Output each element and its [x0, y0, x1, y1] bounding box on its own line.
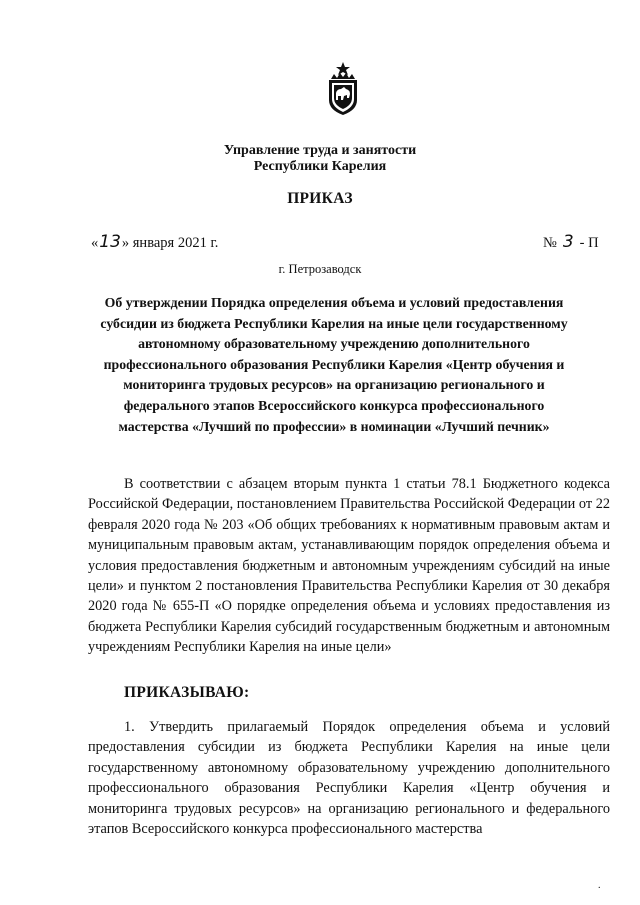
document-title: Об утверждении Порядка определения объема и условий предоставления субсидии из бюджета Республики Карелия на иные цели государственному автономному образовательному учреждению дополнительного профессионального образования Республики Карелия «Центр обучения и мониторинга трудовых ресурсов» на организацию регионального и федерального этапов Всероссийского конкурса профессионального мастерства «Лучший по профессии» в номинации «Лучший печник» — [100, 295, 568, 434]
number-handwritten: 3 — [562, 232, 574, 252]
order-heading: ПРИКАЗЫВАЮ: — [124, 684, 250, 701]
number-suffix: - П — [579, 235, 599, 251]
document-type: ПРИКАЗ — [287, 190, 353, 207]
date-day-handwritten: 13 — [99, 232, 121, 252]
order-item-1: 1. Утвердить прилагаемый Порядок определения объема и условий предоставления субсидии из бюджета Республики Карелия на иные цели государственному автономному образовательному учреждению дополнительного профессионального образования Республики Карелия «Центр обучения и мониторинга трудовых ресурсов» на организацию регионального и федерального этапов Всероссийского конкурса профессионального мастерства — [88, 719, 610, 838]
preamble-paragraph: В соответствии с абзацем вторым пункта 1 статьи 78.1 Бюджетного кодекса Российской Федерации, постановлением Правительства Российской Федерации от 22 февраля 2020 года № 203 «Об общих требованиях к нормативным правовым актам и муниципальным правовым актам, устанавливающим порядок определения объема и условия предоставления бюджетным и автономным учреждениям субсидий на иные цели» и пунктом 2 постановления Правительства Республики Карелия от 30 декабря 2020 года № 655-П «О порядке определения объема и условиях предоставления из бюджета Республики Карелия субсидий государственным бюджетным и автономным учреждениям Республики Карелия на иные цели» — [88, 476, 610, 656]
document-number — [543, 232, 599, 252]
page-mark: . — [598, 880, 601, 891]
document-date — [91, 232, 218, 252]
organization-name: Управление труда и занятости — [223, 143, 417, 158]
karelia-coat-of-arms-icon — [325, 62, 361, 116]
date-open-quote: « — [91, 235, 99, 251]
organization-region: Республики Карелия — [253, 159, 387, 174]
number-prefix: № — [543, 235, 557, 251]
city: г. Петрозаводск — [278, 262, 362, 276]
date-rest: » января 2021 г. — [121, 235, 219, 251]
